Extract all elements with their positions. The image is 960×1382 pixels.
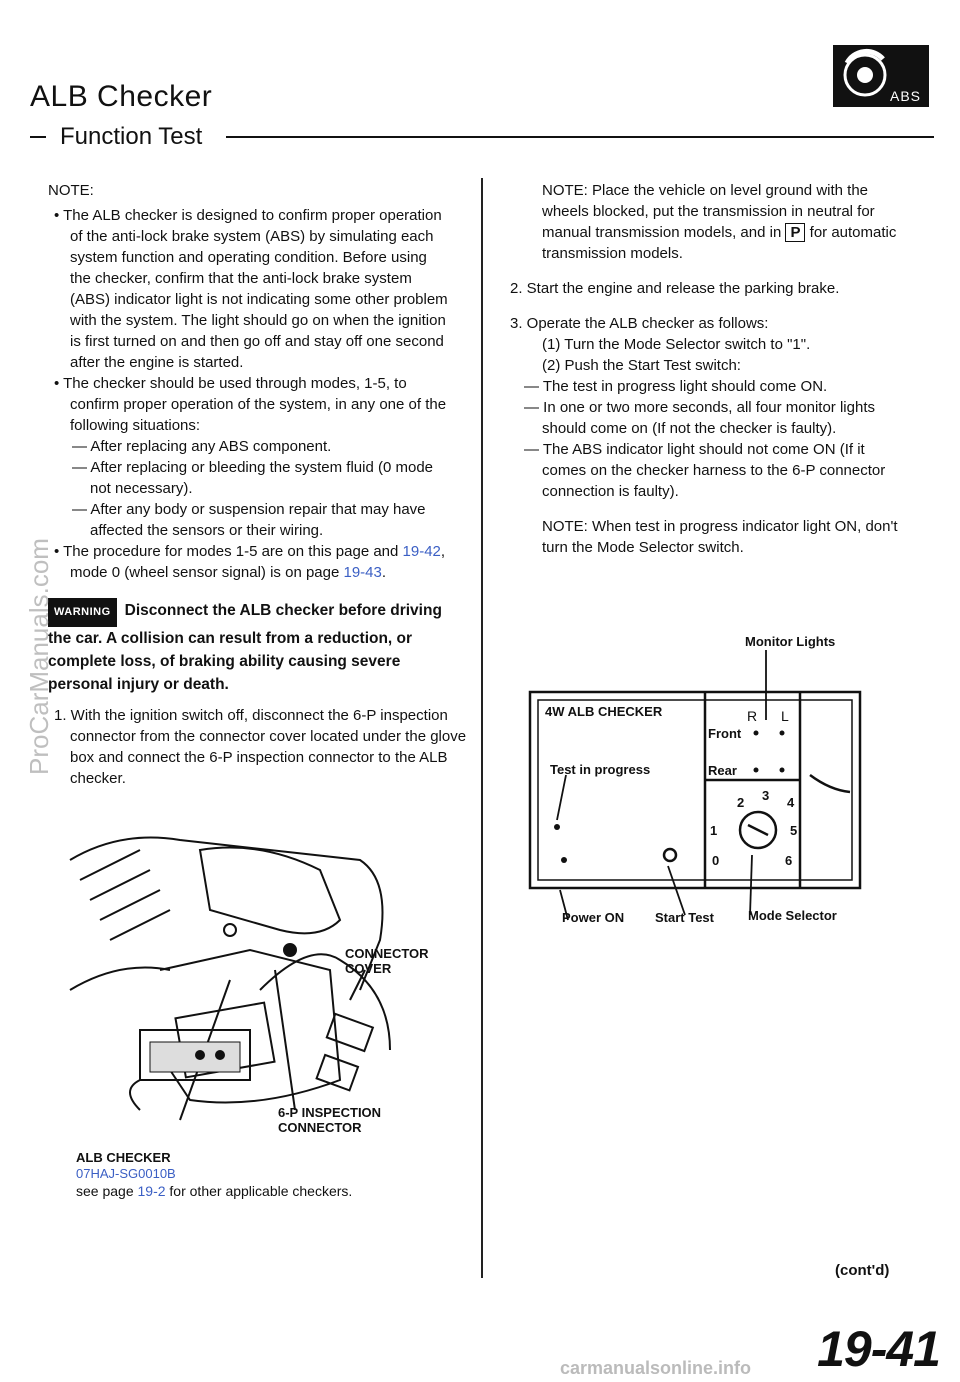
column-divider <box>481 178 483 1278</box>
step-3: 3. Operate the ALB checker as follows: <box>510 315 769 332</box>
dash-2: — After replacing or bleeding the system fluid (0 mode not necessary). <box>72 459 434 497</box>
label-r: R <box>747 708 758 724</box>
checker-panel-diagram <box>520 630 900 930</box>
note-label: NOTE: <box>48 182 94 199</box>
dial-6: 6 <box>785 853 793 868</box>
dash-check-1: — The test in progress light should come ON. <box>524 378 828 395</box>
label-inspection-connector: 6-P INSPECTION CONNECTOR <box>278 1105 382 1135</box>
frame-line <box>30 136 46 138</box>
note-block <box>48 180 448 583</box>
warning-badge: WARNING <box>48 598 117 627</box>
part-number: 07HAJ-SG0010B <box>76 1166 176 1181</box>
label-l: L <box>781 708 789 724</box>
warning-text: Disconnect the ALB checker before driving the car. A collision can result from a reduction, or complete loss, of braking ability causing severe personal injury or death. <box>48 602 442 693</box>
dash-3: — After any body or suspension repair that may have affected the sensors or their wiring. <box>72 501 426 539</box>
park-symbol: P <box>785 223 805 242</box>
watermark: ProCarManuals.com <box>24 538 54 775</box>
step-2: 2. Start the engine and release the parking brake. <box>510 280 840 297</box>
dash-check-3: — The ABS indicator light should not come ON (If it comes on the checker harness to the 6-P connector connection is faulty). <box>524 441 886 500</box>
abs-logo-label: ABS <box>889 88 921 104</box>
page-number: 19-41 <box>817 1321 940 1377</box>
label-panel-title: 4W ALB CHECKER <box>545 704 663 719</box>
footer-watermark: carmanualsonline.info <box>560 1358 752 1378</box>
bullet-1: • The ALB checker is designed to confirm proper operation of the anti-lock brake system (ABS) by simulating each system function and operating condition. Before using the checker, confirm that the anti-lock brake system (ABS) indicator light is not indicating some other problem with the system. The light should go on when the ignition is first turned on and then go off and stay off one second after the engine is started. <box>54 207 448 371</box>
page-title: ALB Checker <box>30 80 213 113</box>
sub-step-2: (2) Push the Start Test switch: <box>542 357 741 374</box>
link-19-42[interactable]: 19-42 <box>402 543 441 560</box>
section-subtitle: Function Test <box>60 123 203 150</box>
bullet-2: • The checker should be used through modes, 1-5, to confirm proper operation of the system, in any one of the following situations: <box>54 375 447 434</box>
continued-label: (cont'd) <box>835 1262 890 1279</box>
dash-check-2: — In one or two more seconds, all four monitor lights should come on (If not the checker is faulty). <box>524 399 875 437</box>
dial-5: 5 <box>790 823 798 838</box>
frame-line <box>226 136 934 138</box>
label-test-in-progress: Test in progress <box>550 762 651 777</box>
label-connector-cover: CONNECTOR COVER <box>345 946 429 976</box>
abs-logo <box>833 45 929 107</box>
label-power-on: Power ON <box>562 910 625 925</box>
note-transmission: NOTE: Place the vehicle on level ground with the wheels blocked, put the transmission in neutral for manual transmission models, and in P for automatic transmission models. <box>542 182 897 262</box>
label-rear: Rear <box>708 763 737 778</box>
label-alb-checker: ALB CHECKER <box>76 1150 171 1165</box>
dial-4: 4 <box>787 795 795 810</box>
see-page-note: see page 19-2 for other applicable checkers. <box>76 1183 353 1199</box>
dial-2: 2 <box>737 795 745 810</box>
bullet-3: • The procedure for modes 1-5 are on this page and 19-42, mode 0 (wheel sensor signal) is on page 19-43. <box>54 543 446 581</box>
note-test-progress: NOTE: When test in progress indicator light ON, don't turn the Mode Selector switch. <box>542 518 898 556</box>
dial-3: 3 <box>762 788 770 803</box>
link-19-2[interactable]: 19-2 <box>137 1183 166 1199</box>
dash-1: — After replacing any ABS component. <box>72 438 332 455</box>
right-column <box>510 180 910 558</box>
sub-step-1: (1) Turn the Mode Selector switch to "1". <box>542 336 811 353</box>
dial-0: 0 <box>712 853 720 868</box>
label-start-test: Start Test <box>655 910 714 925</box>
warning-block <box>48 598 453 696</box>
step-1: 1. With the ignition switch off, disconnect the 6-P inspection connector from the connector cover located under the glove box and connect the 6-P inspection connector to the ALB checker. <box>54 707 467 787</box>
label-front: Front <box>708 726 742 741</box>
label-mode-selector: Mode Selector <box>748 908 837 923</box>
dial-1: 1 <box>710 823 718 838</box>
link-19-43[interactable]: 19-43 <box>343 564 382 581</box>
label-monitor-lights: Monitor Lights <box>745 634 836 649</box>
